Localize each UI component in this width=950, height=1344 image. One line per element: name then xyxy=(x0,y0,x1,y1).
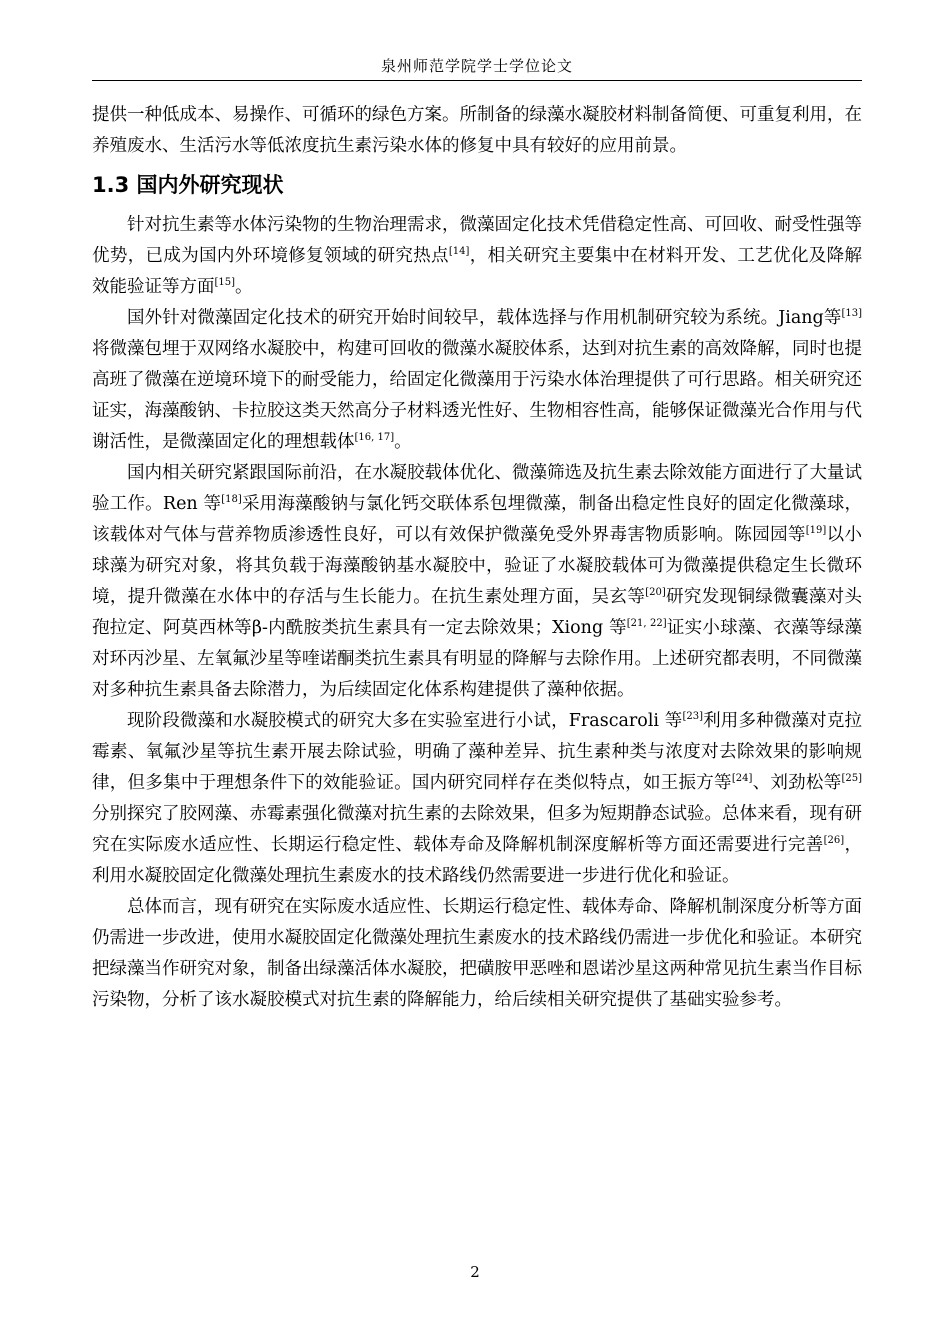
running-header: 泉州师范学院学士学位论文 xyxy=(380,57,573,75)
paragraph-text: ，利用水凝胶固定化微藻处理抗生素废水的技术路线仍然需要进一步进行优化和验证。 xyxy=(92,835,863,886)
paragraph-text: 、刘劲松等 xyxy=(752,773,842,793)
paragraph-text: 采用海藻酸钠与氯化钙交联体系包埋微藻，制备出稳定性良好的固定化微藻球，该载体对气体与营养物质渗透性良好，可以有效保护微藻免受外界毒害物质影响。陈园园等 xyxy=(92,494,862,545)
header-divider xyxy=(92,80,862,81)
paragraph-text: 现阶段微藻和水凝胶模式的研究大多在实验室进行小试，Frascaroli 等 xyxy=(127,711,683,731)
paragraph-text: 针对抗生素等水体污染物的生物治理需求，微藻固定化技术凭借稳定性高、可回收、耐受性强等优势，已成为国内外环境修复领域的研究热点 xyxy=(92,215,862,266)
citation[interactable]: [25] xyxy=(841,773,863,784)
citation[interactable]: [13] xyxy=(841,308,862,319)
paragraph-text: 将微藻包埋于双网络水凝胶中，构建可回收的微藻水凝胶体系，达到对抗生素的高效降解，同时也提高班了微藻在逆境环境下的耐受能力，给固定化微藻用于污染水体治理提供了可行思路。相关研究还证实，海藻酸钠、卡拉胶这类天然高分子材料透光性好、生物相容性高，能够保证微藻光合作用与代谢活性，是微藻固定化的理想载体 xyxy=(92,339,862,452)
page-number: 2 xyxy=(470,1263,480,1281)
paragraph xyxy=(92,210,862,303)
paragraph-text: 。 xyxy=(235,277,253,297)
paragraph-text: 总体而言，现有研究在实际废水适应性、长期运行稳定性、载体寿命、降解机制深度分析等方面仍需进一步改进，使用水凝胶固定化微藻处理抗生素废水的技术路线仍需进一步优化和验证。本研究把绿藻当作研究对象，制备出绿藻活体水凝胶，把磺胺甲恶唑和恩诺沙星这两种常见抗生素当作目标污染物，分析了该水凝胶模式对抗生素的降解能力，给后续相关研究提供了基础实验参考。 xyxy=(92,897,862,1010)
paragraph xyxy=(92,892,862,1016)
paragraph-text: 国内相关研究紧跟国际前沿，在水凝胶载体优化、微藻筛选及抗生素去除效能方面进行了大量试验工作。Ren 等 xyxy=(92,463,862,514)
paragraph xyxy=(92,706,862,892)
paragraph xyxy=(92,303,862,458)
citation[interactable]: [15] xyxy=(214,277,236,288)
citation[interactable]: [24] xyxy=(731,773,753,784)
citation[interactable]: [20] xyxy=(645,587,666,598)
paragraph xyxy=(92,458,862,706)
paragraph-text: 证实小球藻、衣藻等绿藻对环丙沙星、左氧氟沙星等喹诺酮类抗生素具有明显的降解与去除作用。上述研究都表明，不同微藻对多种抗生素具备去除潜力，为后续固定化体系构建提供了藻种依据。 xyxy=(92,618,863,700)
paragraph-text: 。 xyxy=(394,432,412,452)
paragraph-text: 国外针对微藻固定化技术的研究开始时间较早，载体选择与作用机制研究较为系统。Jiang等 xyxy=(127,308,842,328)
section-heading: 1.3 国内外研究现状 xyxy=(92,173,284,197)
citation[interactable]: [16, 17] xyxy=(354,432,395,443)
paragraph-text: 提供一种低成本、易操作、可循环的绿色方案。所制备的绿藻水凝胶材料制备简便、可重复利用，在养殖废水、生活污水等低浓度抗生素污染水体的修复中具有较好的应用前景。 xyxy=(92,105,862,156)
paragraph-text: ，相关研究主要集中在材料开发、工艺优化及降解效能验证等方面 xyxy=(92,246,862,297)
paragraph-text: 以小球藻为研究对象，将其负载于海藻酸钠基水凝胶中，验证了水凝胶载体可为微藻提供稳定生长微环境，提升微藻在水体中的存活与生长能力。在抗生素处理方面，吴玄等 xyxy=(92,525,863,607)
citation[interactable]: [23] xyxy=(682,711,703,722)
paragraph-continuation xyxy=(92,100,862,162)
page-body xyxy=(92,100,862,1016)
paragraph-text: 研究发现铜绿微囊藻对头孢拉定、阿莫西林等β-内酰胺类抗生素具有一定去除效果；Xiong 等 xyxy=(92,587,863,638)
citation[interactable]: [18] xyxy=(221,494,242,505)
paragraph-text: 分别探究了胶网藻、赤霉素强化微藻对抗生素的去除效果，但多为短期静态试验。总体来看，现有研究在实际废水适应性、长期运行稳定性、载体寿命及降解机制深度解析等方面还需要进行完善 xyxy=(92,804,862,855)
citation[interactable]: [14] xyxy=(448,246,470,257)
citation[interactable]: [21, 22] xyxy=(626,618,667,629)
citation[interactable]: [26] xyxy=(823,835,845,846)
paragraph-text: 利用多种微藻对克拉霉素、氧氟沙星等抗生素开展去除试验，明确了藻种差异、抗生素种类与浓度对去除效果的影响规律，但多集中于理想条件下的效能验证。国内研究同样存在类似特点，如王振方等 xyxy=(92,711,863,793)
citation[interactable]: [19] xyxy=(805,525,827,536)
